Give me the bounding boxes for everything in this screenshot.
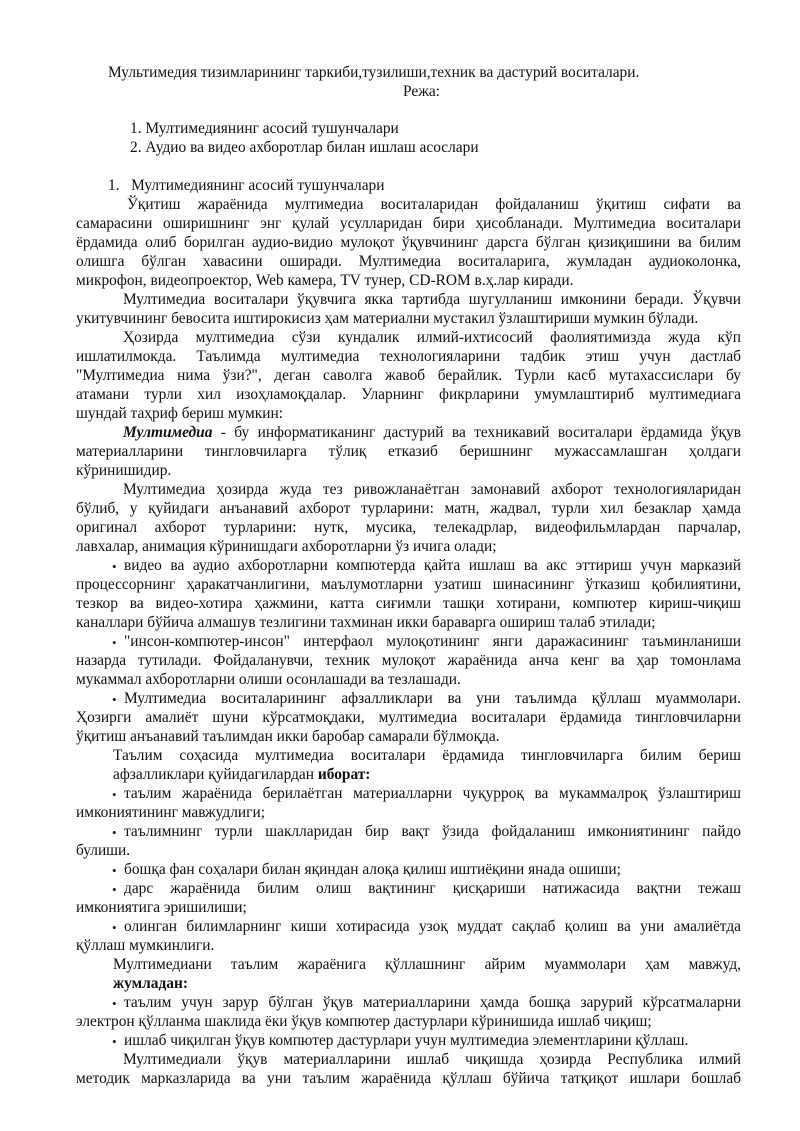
bullet-line: "инсон-компютер-инсон" интерфаол мулоқотининг янги даражасининг таъминланиши: [124, 633, 741, 650]
paragraph-line: оригинал ахборот турларини: нутк, мусика, телекадрлар, видеофильмлардан парчалар,: [76, 519, 741, 536]
bullet-line: ишлаб чиқилган ўқув компютер дастурлари учун мултимедиа элементларини қўллаш.: [124, 1032, 689, 1049]
paragraph-line: олишга бўлган хавасини оширади. Мултимедиа воситаларига, жумладан аудиоколонка,: [76, 253, 741, 270]
bullet-line: олинган билимларнинг киши хотирасида узоқ муддат сақлаб қолиш ва уни амалиётда: [124, 918, 741, 935]
paragraph-line: лавхалар, анимация кўринишдаги ахборотларни ўз ичига олади;: [76, 538, 497, 555]
bullet-line: видео ва аудио ахборотларни компютерда қайта ишлаш ва акс эттириш учун марказий: [124, 557, 741, 574]
bullet-line: Мултимедиа воситаларининг афзалликлари ва уни таълимда қўллаш муаммолари.: [124, 690, 741, 707]
bullet-line: процессорнинг ҳаракатчанлигини, маълумотларни узатиш шинасининг ўтказиш қобилиятини,: [76, 576, 741, 593]
bullet-line: тезкор ва видео-хотира ҳажмини, катта сиғимли ташқи хотирани, компютер кириш-чиқиш: [76, 595, 741, 612]
bullet-icon: •: [112, 635, 117, 650]
paragraph-line: атамани турли хил изоҳламоқдалар. Уларнинг фикрларини умумлаштириб мултимедиага: [76, 386, 741, 403]
paragraph-line: методик марказларида ва уни таълим жараёнида қўллаш бўйича татқиқот ишлари бошлаб: [76, 1070, 741, 1087]
bullet-line: булиши.: [76, 842, 131, 859]
paragraph-line: Мултимедиани таълим жараёнига қўллашнинг айрим муаммолари ҳам мавжуд,: [113, 956, 741, 973]
bullet-line: имкониятининг мавжудлиги;: [76, 804, 265, 821]
section-heading: 1. Мултимедиянинг асосий тушунчалари: [108, 177, 385, 194]
paragraph-line: самарасини оширишнинг энг қулай усулларидан бири ҳисобланади. Мултимедиа воситалари: [76, 215, 741, 232]
bullet-icon: •: [112, 1034, 117, 1049]
bullet-icon: •: [112, 920, 117, 935]
plan-item-2: 2. Аудио ва видео ахборотлар билан ишлаш асослари: [130, 139, 479, 156]
bullet-line: бошқа фан соҳалари билан яқиндан алоқа қилиш иштиёқини янада ошиши;: [124, 861, 621, 878]
bullet-icon: •: [112, 692, 117, 707]
bullet-line: электрон қўлланма шаклида ёки ўқув компютер дастурлари кўринишида ишлаб чиқиш;: [76, 1013, 652, 1030]
plan-item-1: 1. Мултимедиянинг асосий тушунчалари: [130, 120, 399, 137]
bullet-line: назарда тутилади. Фойдаланувчи, техник мулоқот жараёнида анча кенг ва ҳар томонлама: [76, 652, 741, 669]
paragraph-line: Ҳозирда мултимедиа сўзи кундалик илмий-ихтисосий фаолиятимизда жуда кўп: [123, 329, 741, 346]
bullet-icon: •: [112, 787, 117, 802]
bullet-icon: •: [112, 863, 117, 878]
paragraph-line: укитувчининг бевосита иштирокисиз ҳам материални мустакил ўзлаштириши мумкин бўлади.: [76, 310, 699, 327]
paragraph-line: Таълим соҳасида мултимедиа воситалари ёрдамида тингловчиларга билим бериш: [113, 747, 741, 764]
paragraph-text: афзалликлари қуйидагилардан: [113, 766, 318, 783]
paragraph-line: бўлиб, у қуйидаги анъанавий ахборот турларини: матн, жадвал, турли хил безаклар ҳамда: [76, 500, 741, 517]
paragraph-line: ишлатилмокда. Таълимда мултимедиа технологияларини тадбик этиш учун дастлаб: [76, 348, 741, 365]
paragraph-line: Мултимедиа воситалари ўқувчига якка тартибда шугулланиш имконини беради. Ўқувчи: [123, 291, 741, 308]
bullet-line: мукаммал ахборотларни олиши осонлашади ва тезлашади.: [76, 671, 461, 688]
bullet-line: дарс жараёнида билим олиш вақтининг қисқариши натижасида вақтни тежаш: [124, 880, 741, 897]
bullet-line: таълим жараёнида берилаётган материалларни чуқурроқ ва мукаммалроқ ўзлаштириш: [124, 785, 741, 802]
paragraph-line: Мултимедиа ҳозирда жуда тез ривожланаётган замонавий ахборот технологияларидан: [123, 481, 741, 498]
bullet-line: таълим учун зарур бўлган ўқув материалларини ҳамда бошқа зарурий кўрсатмаларни: [124, 994, 741, 1011]
bullet-line: қўллаш мумкинлиги.: [76, 937, 215, 954]
bullet-line: Ҳозирги амалиёт шуни кўрсатмоқдаки, мултимедиа воситалари ёрдамида тингловчиларни: [76, 709, 741, 726]
paragraph-line: "Мултимедиа нима ўзи?", деган саволга жавоб берайлик. Турли касб мутахассислари бу: [76, 367, 741, 384]
paragraph-line: Ўқитиш жараёнида мултимедиа воситаларидан фойдаланиш ўқитиш сифати ва: [127, 196, 741, 213]
paragraph-line: материалларини тингловчиларга тўлиқ етказиб беришнинг мужассамлашган ҳолдаги: [76, 443, 741, 460]
paragraph-bold-text: жумладан:: [113, 975, 188, 992]
definition-line: [123, 423, 741, 442]
bullet-line: каналлари бўйича алмашув тезлигини тахминан икки бараварга ошириш талаб этилади;: [76, 614, 656, 631]
paragraph-line: Мултимедиали ўқув материалларини ишлаб чиқишда ҳозирда Республика илмий: [123, 1051, 741, 1068]
bullet-line: ўқитиш анъанавий таълимдан икки баробар самарали бўлмоқда.: [76, 728, 500, 745]
paragraph-line: [113, 765, 370, 784]
definition-text: - бу информатиканинг дастурий ва техникавий воситалари ёрдамида ўқув: [212, 424, 741, 441]
document-title: Мультимедия тизимларининг таркиби,тузилиши,техник ва дастурий воситалари.: [108, 64, 640, 81]
bullet-icon: •: [112, 882, 117, 897]
paragraph-bold-text: иборат:: [317, 766, 371, 783]
bullet-line: таълимнинг турли шаклларидан бир вақт ўзида фойдаланиш имкониятининг пайдо: [124, 823, 741, 840]
paragraph-line: ёрдамида олиб борилган аудио-видио мулоқот ўқувчининг дарсга бўлган қизиқишини ва билим: [76, 234, 741, 251]
plan-label: Режа:: [403, 83, 440, 100]
paragraph-line: шундай таҳриф бериш мумкин:: [76, 405, 284, 422]
bullet-icon: •: [112, 559, 117, 574]
bullet-icon: •: [112, 825, 117, 840]
paragraph-line: кўринишидир.: [76, 462, 172, 479]
definition-term: Мултимедиа: [123, 424, 213, 441]
paragraph-line: микрофон, видеопроектор, Web камера, TV тунер, CD-ROM в.ҳ.лар киради.: [76, 272, 574, 289]
bullet-line: имкониятига эришилиши;: [76, 899, 247, 916]
bullet-icon: •: [112, 996, 117, 1011]
